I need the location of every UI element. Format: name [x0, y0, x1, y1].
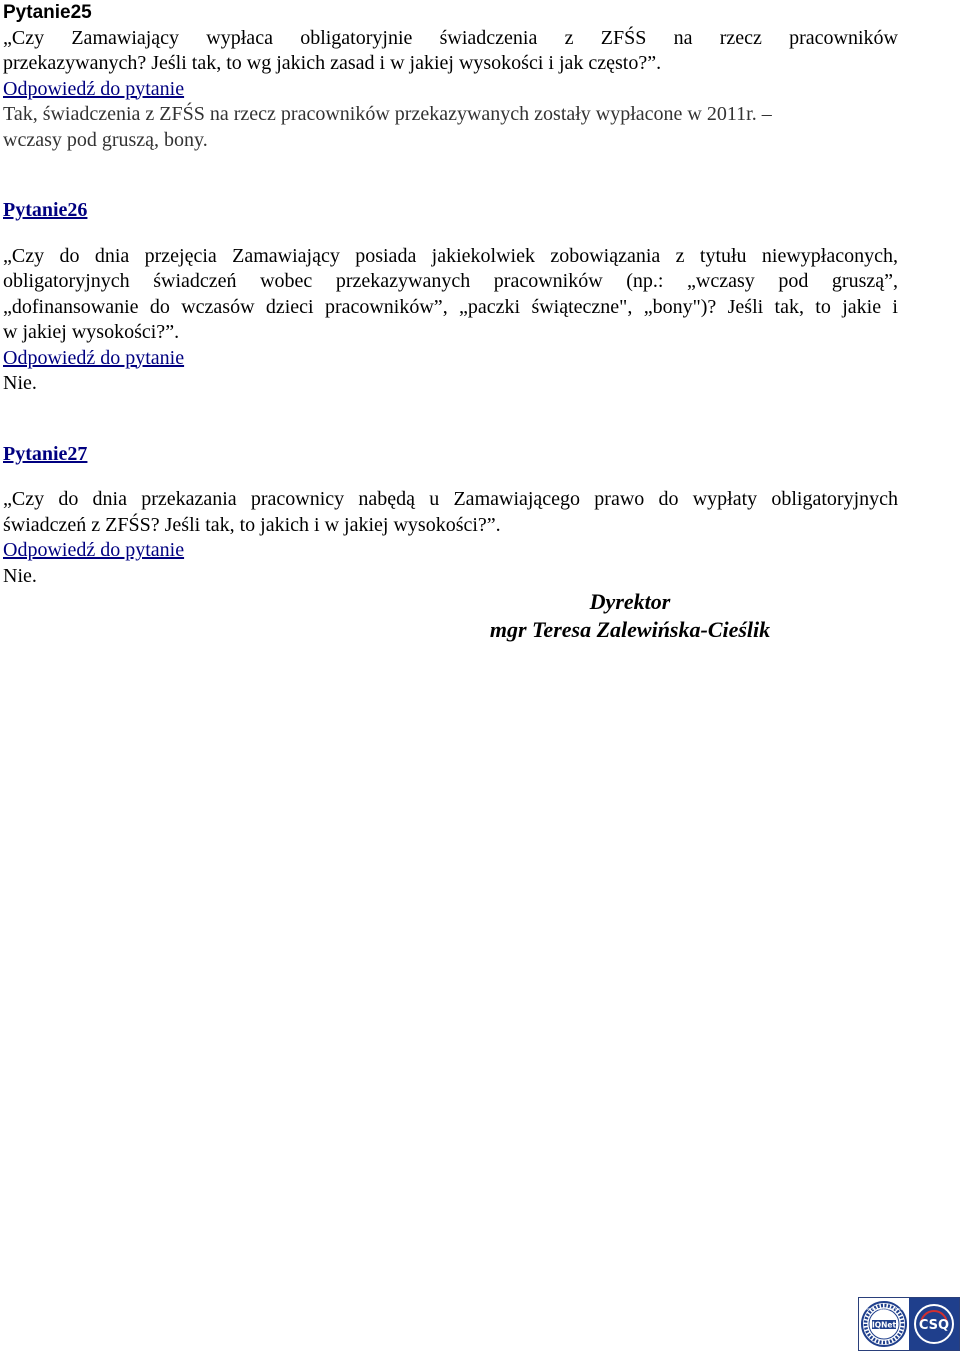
question-27-text-line-1: „Czy do dnia przekazania pracownicy nabędą u Zamawiającego prawo do wypłaty obligatoryjnych — [3, 488, 898, 510]
question-25-answer-line-2: wczasy pod gruszą, bony. — [3, 128, 208, 151]
question-26-text-line-2: obligatoryjnych świadczeń wobec przekazywanych pracowników (np.: „wczasy pod gruszą”, — [3, 270, 898, 292]
question-27-answer: Nie. — [3, 564, 37, 587]
signature-title: Dyrektor — [589, 589, 671, 614]
section-spacer — [3, 153, 898, 178]
question-25-answer-label: Odpowiedź do pytanie — [3, 77, 185, 100]
question-26-answer-label: Odpowiedź do pytanie — [3, 346, 185, 369]
question-27-section — [3, 442, 898, 590]
question-27-answer-label: Odpowiedź do pytanie — [3, 539, 185, 561]
document-page — [3, 0, 898, 589]
question-27-text-line-2: świadczeń z ZFŚS? Jeśli tak, to jakich i w jakiej wysokości?”. — [3, 513, 501, 536]
question-25-text-line-1: „Czy Zamawiający wypłaca obligatoryjnie świadczenia z ZFŚS na rzecz pracowników — [3, 26, 898, 49]
question-27-heading: Pytanie27 — [3, 442, 88, 465]
question-26-heading: Pytanie26 — [3, 199, 88, 221]
question-26-text-line-3: „dofinansowanie do wczasów dzieci pracowników”, „paczki świąteczne", „bony")? Jeśli tak, to jakie i — [3, 295, 898, 318]
question-26-text-line-4: w jakiej wysokości?”. — [3, 321, 180, 343]
question-25-heading: Pytanie25 — [3, 2, 92, 23]
question-25-text-line-2: przekazywanych? Jeśli tak, to wg jakich zasad i w jakiej wysokości i jak często?”. — [3, 52, 662, 74]
iqnet-text: IQNet — [871, 1320, 897, 1330]
question-26-answer: Nie. — [3, 372, 37, 394]
signature-block — [470, 588, 790, 644]
section-spacer — [3, 397, 898, 422]
certification-logo — [858, 1297, 960, 1351]
question-26-text-line-1: „Czy do dnia przejęcia Zamawiający posiada jakiekolwiek zobowiązania z tytułu niewypłaconych, — [3, 244, 898, 267]
question-25-answer-line-1: Tak, świadczenia z ZFŚS na rzecz pracowników przekazywanych zostały wypłacone w 2011r. – — [3, 103, 772, 125]
csq-text: CSQ — [918, 1318, 950, 1333]
question-26-section — [3, 198, 898, 397]
csq-seal-icon — [909, 1298, 959, 1350]
signature-name: mgr Teresa Zalewińska-Cieślik — [489, 617, 771, 642]
iqnet-seal-icon — [859, 1298, 909, 1350]
iqnet-ring-text: CERTIFIED MANAGEMENT SYSTEM — [863, 1308, 905, 1311]
question-25-section — [3, 0, 898, 153]
